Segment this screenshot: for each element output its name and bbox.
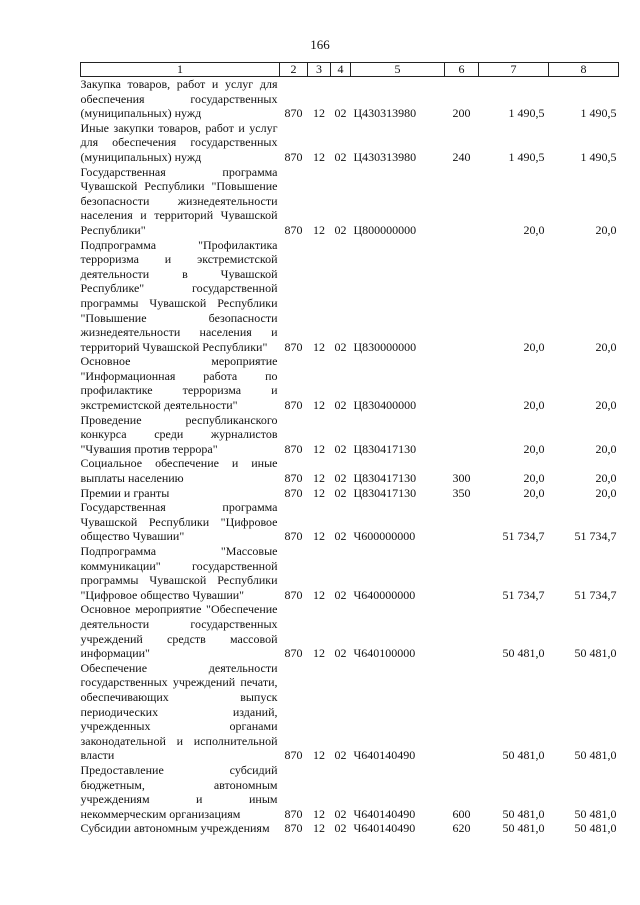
row-code-section: 12: [313, 106, 325, 121]
row-code-subsection: 02: [334, 106, 347, 121]
row-code-expense-type: 350: [452, 485, 471, 500]
row-amount-col8: 20,0: [595, 485, 617, 500]
header-cell: 2: [280, 63, 308, 77]
row-amount-col7: 1 490,5: [508, 106, 545, 121]
row-code-target: Ч640140490: [353, 806, 416, 821]
row-amount-col7: 20,0: [523, 471, 545, 486]
row-amount-col7: 50 481,0: [502, 806, 545, 821]
table-row: [81, 238, 619, 355]
table-row: [81, 500, 619, 544]
row-code-target: Ц830417130: [353, 485, 417, 500]
row-code-target: Ц430313980: [353, 106, 417, 121]
row-code-expense-type: [445, 354, 479, 412]
row-amount-col8: 20,0: [595, 398, 617, 413]
row-description: Государственная программа Чувашской Республики "Повышение безопасности жизнедеятельности населения и территорий Чувашской Республики": [80, 164, 278, 237]
row-code-section: 12: [313, 748, 325, 763]
row-code-section: 12: [313, 441, 325, 456]
row-code-expense-type: [445, 165, 479, 238]
row-amount-col8: 20,0: [595, 222, 617, 237]
row-code-subsection: 02: [334, 441, 347, 456]
table-row: [81, 602, 619, 660]
row-amount-col7: 20,0: [523, 398, 545, 413]
row-code-target: Ч600000000: [353, 529, 416, 544]
table-row: [81, 661, 619, 763]
row-description: Социальное обеспечение и иные выплаты населению: [80, 456, 278, 486]
row-code-section: 12: [313, 529, 325, 544]
row-amount-col7: 20,0: [523, 222, 545, 237]
row-amount-col7: 50 481,0: [502, 646, 545, 661]
row-amount-col7: 50 481,0: [502, 821, 545, 836]
row-code-section: 12: [313, 222, 325, 237]
header-cell: 6: [445, 63, 479, 77]
row-code-target: Ч640140490: [353, 821, 416, 836]
row-description: Подпрограмма "Профилактика терроризма и экстремистской деятельности в Чувашской Республике" государственной программы Чувашской Республики "Повышение безопасности жизнедеятельности населения и территорий Чувашской Республики": [80, 237, 278, 354]
row-code-target: Ц430313980: [353, 149, 417, 164]
row-amount-col8: 20,0: [595, 441, 617, 456]
row-code-section: 12: [313, 471, 325, 486]
row-code-target: Ц830417130: [353, 471, 417, 486]
header-cell: 4: [331, 63, 351, 77]
table-row: [81, 165, 619, 238]
row-code-target: Ц830400000: [353, 398, 417, 413]
row-code-section: 12: [313, 398, 325, 413]
row-code-subsection: 02: [334, 529, 347, 544]
row-code-expense-type: [445, 602, 479, 660]
header-cell: 5: [351, 63, 445, 77]
row-code-admin: 870: [284, 646, 303, 661]
row-amount-col8: 51 734,7: [574, 529, 617, 544]
row-code-subsection: 02: [334, 821, 347, 836]
row-amount-col8: 20,0: [595, 339, 617, 354]
row-code-expense-type: 620: [452, 821, 471, 836]
table-row: [81, 413, 619, 457]
row-code-subsection: 02: [334, 485, 347, 500]
row-code-admin: 870: [284, 806, 303, 821]
row-code-admin: 870: [284, 222, 303, 237]
row-amount-col7: 51 734,7: [502, 587, 545, 602]
table-row: [81, 354, 619, 412]
row-code-subsection: 02: [334, 222, 347, 237]
row-description: Предоставление субсидий бюджетным, автономным учреждениям и иным некоммерческим организациям: [80, 762, 278, 821]
table-row: [81, 456, 619, 485]
row-amount-col7: 20,0: [523, 339, 545, 354]
row-code-admin: 870: [284, 106, 303, 121]
page-number: 166: [310, 37, 330, 52]
row-code-subsection: 02: [334, 646, 347, 661]
table-body: [81, 77, 619, 836]
row-code-subsection: 02: [334, 587, 347, 602]
row-code-expense-type: [445, 238, 479, 355]
row-code-admin: 870: [284, 485, 303, 500]
row-code-section: 12: [313, 149, 325, 164]
row-amount-col8: 50 481,0: [574, 806, 617, 821]
row-amount-col8: 50 481,0: [574, 821, 617, 836]
row-code-expense-type: 600: [452, 806, 471, 821]
row-code-admin: 870: [284, 529, 303, 544]
row-code-section: 12: [313, 821, 325, 836]
budget-table: [80, 62, 619, 836]
row-code-section: 12: [313, 806, 325, 821]
row-description: Закупка товаров, работ и услуг для обеспечения государственных (муниципальных) нужд: [80, 77, 278, 121]
row-amount-col7: 20,0: [523, 485, 545, 500]
row-description: Премии и гранты: [80, 485, 170, 500]
row-code-subsection: 02: [334, 398, 347, 413]
row-description: Иные закупки товаров, работ и услуг для обеспечения государственных (муниципальных) нужд: [80, 120, 278, 164]
header-cell: 8: [549, 63, 619, 77]
row-description: Основное мероприятие "Обеспечение деятельности государственных учреждений средств массовой информации": [80, 602, 278, 661]
row-code-admin: 870: [284, 471, 303, 486]
row-code-subsection: 02: [334, 149, 347, 164]
row-description: Обеспечение деятельности государственных учреждений печати, обеспечивающих выпуск периодических изданий, учрежденных органами законодательной и исполнительной власти: [80, 660, 278, 763]
row-code-admin: 870: [284, 339, 303, 354]
row-code-subsection: 02: [334, 748, 347, 763]
row-code-admin: 870: [284, 821, 303, 836]
row-code-section: 12: [313, 485, 325, 500]
row-description: Субсидии автономным учреждениям: [80, 821, 270, 836]
row-amount-col8: 50 481,0: [574, 748, 617, 763]
row-code-section: 12: [313, 339, 325, 354]
row-code-target: Ц800000000: [353, 222, 417, 237]
row-code-expense-type: 300: [452, 471, 471, 486]
row-amount-col7: 51 734,7: [502, 529, 545, 544]
table-row: [81, 544, 619, 602]
row-description: Основное мероприятие "Информационная работа по профилактике терроризма и экстремистской деятельности": [80, 354, 278, 413]
row-code-target: Ч640140490: [353, 748, 416, 763]
row-code-section: 12: [313, 587, 325, 602]
row-code-subsection: 02: [334, 471, 347, 486]
row-description: Государственная программа Чувашской Республики "Цифровое общество Чувашии": [80, 500, 278, 544]
row-code-subsection: 02: [334, 339, 347, 354]
row-code-expense-type: 200: [452, 106, 471, 121]
row-code-admin: 870: [284, 587, 303, 602]
row-code-section: 12: [313, 646, 325, 661]
row-code-expense-type: 240: [452, 149, 471, 164]
row-amount-col8: 1 490,5: [580, 149, 617, 164]
row-code-admin: 870: [284, 149, 303, 164]
row-amount-col7: 20,0: [523, 441, 545, 456]
row-amount-col8: 50 481,0: [574, 646, 617, 661]
row-amount-col8: 1 490,5: [580, 106, 617, 121]
row-code-subsection: 02: [334, 806, 347, 821]
table-row: [81, 486, 619, 501]
row-amount-col7: 50 481,0: [502, 748, 545, 763]
header-row: [81, 63, 619, 77]
row-code-admin: 870: [284, 398, 303, 413]
table-row: [81, 763, 619, 821]
row-amount-col8: 20,0: [595, 471, 617, 486]
header-cell: 7: [479, 63, 549, 77]
row-code-expense-type: [445, 413, 479, 457]
row-description: Проведение республиканского конкурса среди журналистов "Чувашия против террора": [80, 412, 278, 456]
header-cell: 1: [81, 63, 280, 77]
row-amount-col7: 1 490,5: [508, 149, 545, 164]
row-code-target: Ц830000000: [353, 339, 417, 354]
table-header: [81, 63, 619, 77]
row-code-target: Ч640100000: [353, 646, 416, 661]
row-code-target: Ц830417130: [353, 441, 417, 456]
table-row: [81, 77, 619, 121]
row-code-admin: 870: [284, 441, 303, 456]
row-description: Подпрограмма "Массовые коммуникации" государственной программы Чувашской Республики "Цифровое общество Чувашии": [80, 544, 278, 602]
row-code-expense-type: [445, 661, 479, 763]
row-code-target: Ч640000000: [353, 587, 416, 602]
row-code-expense-type: [445, 500, 479, 544]
row-code-admin: 870: [284, 748, 303, 763]
table-row: [81, 821, 619, 836]
table-row: [81, 121, 619, 165]
header-cell: 3: [308, 63, 331, 77]
row-amount-col8: 51 734,7: [574, 587, 617, 602]
row-code-expense-type: [445, 544, 479, 602]
